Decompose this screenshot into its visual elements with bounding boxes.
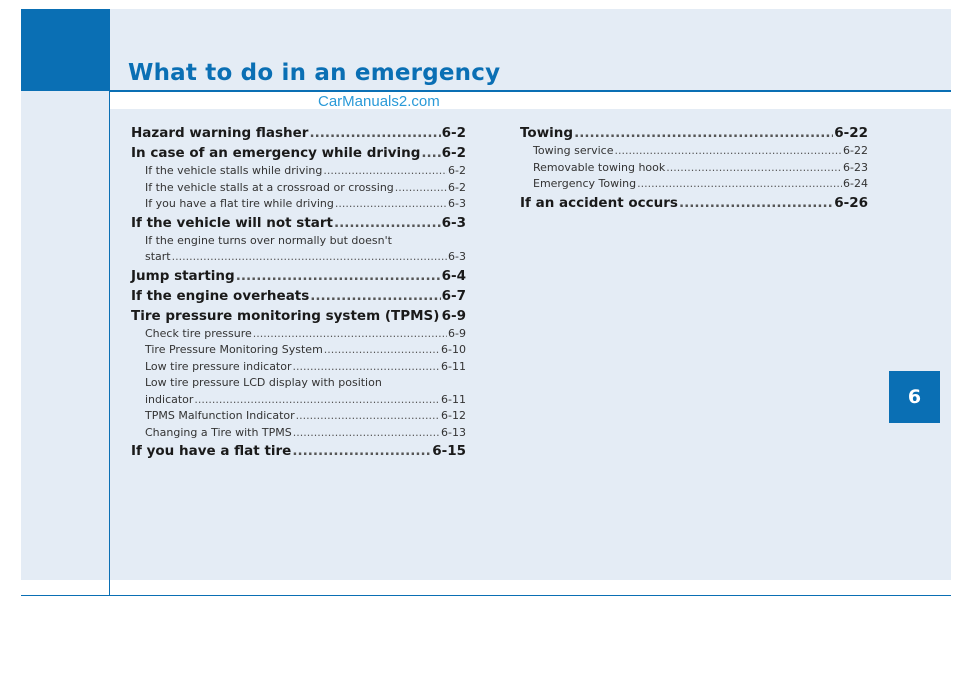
toc-leader-dots [296,408,440,425]
toc-entry-label: If the engine turns over normally but doesn't [145,233,392,247]
chapter-corner-block [21,9,110,91]
toc-sub-entry[interactable] [131,359,466,376]
toc-entry-label: indicator [145,392,194,406]
toc-entry-label: If the vehicle stalls at a crossroad or crossing [145,180,394,194]
toc-page-number: 6-15 [432,443,466,459]
toc-sub-entry[interactable] [131,180,466,197]
toc-leader-dots [293,359,441,376]
chapter-number: 6 [907,386,922,408]
toc-left-column [131,123,466,461]
watermark: CarManuals2.com [318,93,440,110]
toc-page-number: 6-4 [441,267,466,284]
toc-page-number: 6-13 [441,425,466,439]
toc-page-number: 6-24 [843,177,868,190]
toc-page-number: 6-23 [843,160,868,174]
toc-main-entry[interactable] [520,123,868,143]
toc-entry-label: Jump starting [131,267,235,284]
toc-leader-dots [324,342,440,359]
toc-page-number: 6-2 [448,180,466,194]
toc-sub-entry[interactable] [131,425,466,442]
toc-page-number: 6-3 [448,250,466,263]
toc-page-number: 6-9 [448,326,466,340]
toc-main-entry[interactable] [131,123,466,143]
page-title: What to do in an emergency [128,60,501,86]
toc-leader-dots [309,123,440,143]
toc-page-number: 6-3 [441,214,466,231]
footer-divider [21,595,951,596]
toc-entry-label: Towing service [533,144,614,157]
toc-entry-label: If the vehicle stalls while driving [145,164,323,177]
toc-entry-label: If an accident occurs [520,194,678,211]
toc-page-number: 6-7 [441,287,466,304]
toc-sub-entry[interactable] [131,408,466,425]
toc-leader-dots [292,441,431,461]
toc-entry-label: If the engine overheats [131,287,310,304]
toc-page-number: 6-9 [441,307,466,324]
toc-sub-entry[interactable] [131,163,466,180]
toc-entry-label: Low tire pressure indicator [145,359,292,373]
toc-page-number: 6-12 [441,409,466,422]
toc-page-number: 6-10 [441,343,466,356]
toc-main-entry[interactable] [520,193,868,213]
toc-main-entry[interactable] [131,286,466,306]
toc-sub-entry[interactable] [131,233,466,266]
toc-leader-dots [637,176,842,193]
toc-leader-dots [395,180,447,197]
toc-leader-dots [310,286,440,306]
toc-entry-label: In case of an emergency while driving [131,145,421,161]
toc-sub-entry[interactable] [131,326,466,343]
toc-leader-dots [293,425,440,442]
toc-entry-row [145,392,466,409]
toc-leader-dots [236,266,441,286]
toc-main-entry[interactable] [131,213,466,233]
title-band [110,92,951,109]
toc-entry-label: Emergency Towing [533,177,637,190]
toc-page-number: 6-22 [834,125,868,141]
toc-leader-dots [335,196,447,213]
toc-entry-label: If the vehicle will not start [131,214,333,231]
toc-sub-entry[interactable] [520,143,868,160]
toc-page-number: 6-11 [441,392,466,406]
toc-entry-label: Removable towing hook [533,160,666,174]
toc-right-column [520,123,868,213]
toc-sub-entry[interactable] [131,196,466,213]
toc-entry-label: Changing a Tire with TPMS [145,425,292,439]
toc-entry-label: TPMS Malfunction Indicator [145,409,295,422]
toc-sub-entry[interactable] [131,342,466,359]
toc-main-entry[interactable] [131,266,466,286]
toc-leader-dots [615,143,843,160]
toc-main-entry[interactable] [131,306,466,326]
toc-entry-label: If you have a flat tire while driving [145,197,334,210]
toc-sub-entry[interactable] [520,160,868,177]
toc-page-number: 6-3 [448,197,466,210]
toc-entry-label: Towing [520,125,574,141]
toc-main-entry[interactable] [131,441,466,461]
toc-entry-label: Check tire pressure [145,326,252,340]
toc-page-number: 6-11 [441,359,466,373]
toc-entry-label: Hazard warning flasher [131,125,309,141]
chapter-tab[interactable] [889,371,940,423]
toc-leader-dots [323,163,447,180]
toc-page-number: 6-2 [441,125,466,141]
toc-sub-entry[interactable] [131,375,466,408]
toc-page-number: 6-22 [843,144,868,157]
toc-entry-label: Low tire pressure LCD display with position [145,376,382,389]
toc-page-number: 6-26 [834,194,868,211]
toc-entry-label: If you have a flat tire [131,443,292,459]
toc-main-entry[interactable] [131,143,466,163]
toc-page-number: 6-2 [441,145,466,161]
toc-leader-dots [172,249,447,266]
toc-entry-row [145,249,466,266]
toc-sub-entry[interactable] [520,176,868,193]
toc-leader-dots [253,326,447,343]
toc-leader-dots [421,143,440,163]
toc-page-number: 6-2 [448,164,466,177]
toc-entry-label: Tire Pressure Monitoring System [145,343,323,356]
toc-leader-dots [194,392,440,409]
toc-leader-dots [574,123,833,143]
toc-entry-label: start [145,250,171,263]
toc-leader-dots [679,193,833,213]
toc-entry-label: Tire pressure monitoring system (TPMS) [131,307,440,324]
toc-leader-dots [666,160,842,177]
toc-leader-dots [334,213,441,233]
